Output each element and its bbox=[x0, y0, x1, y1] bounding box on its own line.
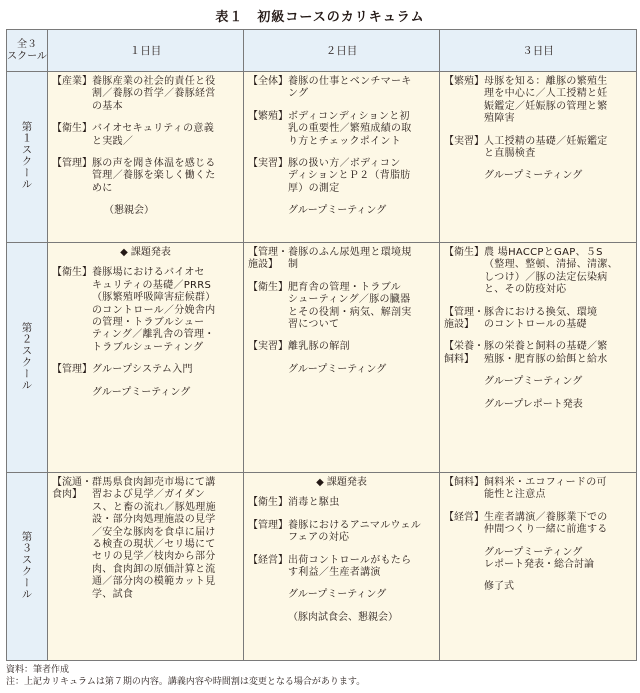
topic-tag: 【繁殖】 bbox=[248, 110, 288, 122]
topic-text: 母豚を知る：離豚の繁殖生 理を中心に／人工授精と妊 娠鑑定／妊娠豚の管理と繁 殖障害 bbox=[484, 76, 608, 125]
topic-block bbox=[52, 267, 239, 354]
topic-tag: 【実習】 bbox=[444, 135, 484, 147]
header-row bbox=[7, 30, 637, 72]
topic-block bbox=[248, 555, 435, 580]
topic-text: 人工授精の基礎／妊娠鑑定 と直腸検査 bbox=[484, 135, 608, 160]
topic-block bbox=[248, 520, 435, 545]
schedule-cell bbox=[440, 72, 637, 243]
day2-header: ２日目 bbox=[244, 30, 440, 72]
topic-block bbox=[52, 76, 239, 113]
topic-tag: 【実習】 bbox=[248, 158, 288, 170]
table-title: 表１ 初級コースのカリキュラム bbox=[215, 10, 425, 25]
schedule-cell bbox=[48, 72, 244, 243]
topic-text: 豚舎における換気、環境 のコントロールの基礎 bbox=[484, 306, 598, 331]
topic-text: グループシステム入門 bbox=[92, 364, 193, 376]
topic-block bbox=[248, 282, 435, 332]
topic-block bbox=[444, 136, 632, 161]
extra-note: グループミーティング レポート発表・総合討論 bbox=[484, 546, 594, 571]
topic-text: 消毒と駆虫 bbox=[288, 497, 340, 509]
extra-note: グループミーティング bbox=[484, 376, 583, 388]
topic-text: 豚の扱い方／ボディコン ディションとＰ２（背脂肪 厚）の測定 bbox=[288, 158, 411, 194]
topic-tag: 【衛生】 bbox=[248, 281, 288, 293]
curriculum-table bbox=[6, 29, 637, 661]
topic-text: 飼料米・エコフィードの可 能性と注意点 bbox=[484, 477, 607, 501]
topic-block bbox=[444, 341, 632, 366]
extra-note: グループミーティング bbox=[288, 205, 387, 217]
topic-tag: 【管理・ 施設】 bbox=[444, 306, 484, 331]
topic-tag: 【流通・ 食肉】 bbox=[52, 477, 92, 501]
topic-block bbox=[248, 111, 435, 148]
topic-tag: 【経営】 bbox=[248, 554, 288, 566]
topic-text: バイオセキュリティの意義 と実践／ bbox=[92, 123, 214, 147]
topic-text: 養豚の仕事とベンチマーキ ング bbox=[288, 76, 412, 100]
topic-block bbox=[444, 512, 632, 537]
topic-tag: 【栄養・ 飼料】 bbox=[444, 341, 484, 365]
topic-block bbox=[444, 76, 632, 126]
topic-tag: 【衛生】 bbox=[248, 497, 288, 509]
extra-note: グループミーティング bbox=[92, 386, 191, 398]
topic-text: 豚の栄養と飼料の基礎／繁 殖豚・肥育豚の給餌と給水 bbox=[484, 341, 608, 365]
corner-header: 全３ スクール bbox=[7, 30, 48, 72]
topic-tag: 【衛生】 bbox=[444, 247, 484, 258]
topic-tag: 【全体】 bbox=[248, 76, 288, 87]
topic-block bbox=[52, 364, 239, 376]
topic-text: 群馬県食肉卸売市場にて講 習および見学／ガイダン ス、と畜の流れ／豚処理施 設・部分肉処理施設の見学 ／安全な豚肉を食卓に届け る検査の現状／セリ場にて セリの見学／枝肉から部分 肉、食肉卸の原価計算と流 通／部分肉の模範カット見 学、試食 bbox=[92, 477, 216, 600]
schedule-cell bbox=[440, 243, 637, 473]
topic-tag: 【飼料】 bbox=[444, 477, 484, 488]
footnote: 注：上記カリキュラムは第７期の内容。講義内容や時間割は変更となる場合があります。 bbox=[6, 677, 366, 687]
topic-text: 生産者講演／養豚業下での 仲間つくり一緒に前進する bbox=[484, 511, 608, 536]
topic-tag: 【衛生】 bbox=[52, 267, 92, 279]
topic-block bbox=[444, 247, 632, 297]
extra-note: グループミーティング bbox=[484, 170, 583, 182]
topic-block bbox=[52, 123, 239, 148]
extra-note: グループミーティング bbox=[288, 363, 387, 375]
table-footer bbox=[6, 664, 365, 688]
topic-tag: 【経営】 bbox=[444, 511, 484, 523]
topic-tag: 【管理】 bbox=[52, 158, 92, 170]
topic-text: ボディコンディションと初 乳の重要性／繁殖成績の取 り方とチェックポイント bbox=[288, 110, 412, 147]
topic-text: 養豚場におけるバイオセ キュリティの基礎／PRRS （豚繁殖呼吸障害症候群） のコントロール／分娩舎内 の管理・トラブルシュー ティング／離乳舎の管理・ トラブルシューティング bbox=[92, 267, 216, 353]
topic-tag: 【管理】 bbox=[248, 519, 288, 531]
extra-note: 修了式 bbox=[484, 581, 514, 593]
topic-text: 農 場HACCPとGAP、５S （整理、整頓、清掃、清潔、 しつけ）／豚の法定伝染病 と、その防疫対応 bbox=[484, 247, 618, 296]
topic-block bbox=[248, 341, 435, 353]
assignment-heading: ◆ 課題発表 bbox=[316, 477, 367, 488]
topic-text: 養豚におけるアニマルウェル フェアの対応 bbox=[288, 519, 421, 544]
topic-text: 肥育舎の管理・トラブル シューティング／豚の臓器 とその役割・病気、解剖実 習について bbox=[288, 281, 412, 331]
schedule-cell bbox=[244, 72, 440, 243]
schedule-cell bbox=[244, 243, 440, 473]
schedule-cell bbox=[48, 473, 244, 661]
topic-block bbox=[248, 158, 435, 195]
schedule-cell bbox=[244, 473, 440, 661]
school-row bbox=[7, 72, 637, 243]
day3-header: ３日目 bbox=[440, 30, 637, 72]
topic-tag: 【管理】 bbox=[52, 364, 92, 376]
source-note: 資料：筆者作成 bbox=[6, 665, 70, 675]
assignment-heading: ◆ 課題発表 bbox=[120, 247, 171, 258]
topic-block bbox=[248, 497, 435, 509]
topic-block bbox=[52, 158, 239, 195]
topic-text: 養豚のふん尿処理と環境規 制 bbox=[288, 247, 412, 271]
topic-tag: 【産業】 bbox=[52, 76, 92, 87]
topic-tag: 【衛生】 bbox=[52, 123, 92, 135]
day1-header: １日目 bbox=[48, 30, 244, 72]
topic-text: 養豚産業の社会的責任と役 割／養豚の哲学／養豚経営 の基本 bbox=[92, 76, 216, 112]
topic-tag: 【繁殖】 bbox=[444, 76, 484, 87]
topic-block bbox=[248, 76, 435, 101]
topic-tag: 【管理・ 施設】 bbox=[248, 247, 288, 271]
extra-note: グループレポート発表 bbox=[484, 398, 583, 410]
school-row bbox=[7, 243, 637, 473]
topic-block bbox=[248, 247, 435, 272]
extra-note: グループミーティング bbox=[288, 589, 387, 601]
topic-block bbox=[444, 477, 632, 502]
topic-text: 離乳豚の解剖 bbox=[288, 341, 350, 353]
topic-text: 出荷コントロールがもたら す利益／生産者講演 bbox=[288, 554, 412, 579]
school-label: 第２スクール bbox=[7, 243, 48, 473]
school-row bbox=[7, 473, 637, 661]
topic-block bbox=[444, 307, 632, 332]
school-label: 第１スクール bbox=[7, 72, 48, 243]
schedule-cell bbox=[48, 243, 244, 473]
topic-text: 豚の声を聞き体温を感じる 管理／養豚を楽しく働くた めに bbox=[92, 158, 216, 194]
school-label: 第３スクール bbox=[7, 473, 48, 661]
topic-block bbox=[52, 477, 239, 601]
schedule-cell bbox=[440, 473, 637, 661]
extra-note: （懇親会） bbox=[104, 205, 154, 217]
topic-tag: 【実習】 bbox=[248, 341, 288, 353]
extra-note: （豚肉試食会、懇親会） bbox=[288, 611, 398, 623]
